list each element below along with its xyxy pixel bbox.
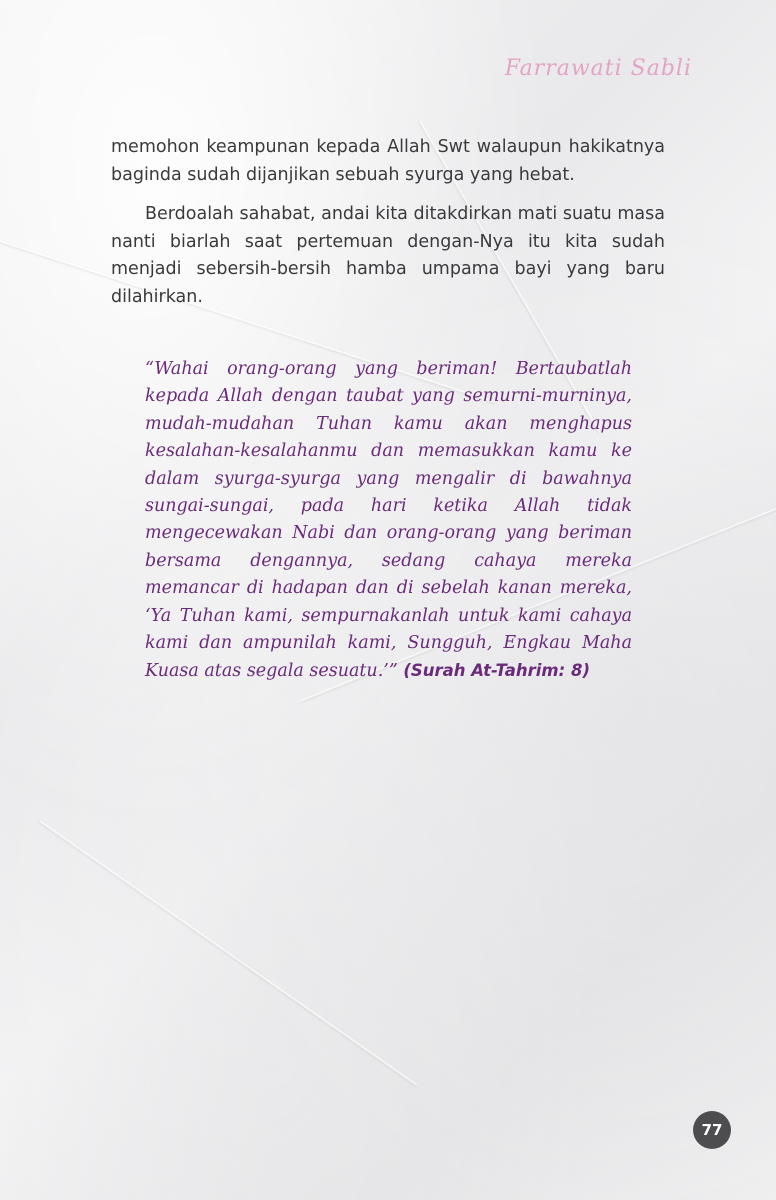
page-number: 77 [701, 1121, 723, 1139]
paragraph: Berdoalah sahabat, andai kita ditakdirkan mati suatu masa nanti biarlah saat pertemuan dengan-Nya itu kita sudah menjadi sebersih-bersih hamba umpama bayi yang baru dilahirkan. [111, 204, 665, 307]
paper-crease [39, 820, 417, 1085]
quranic-quote [145, 356, 632, 686]
body-text [111, 134, 665, 323]
quote-text: “Wahai orang-orang yang beriman! Bertaubatlah kepada Allah dengan taubat yang semurni-murninya, mudah-mudahan Tuhan kamu akan menghapus kesalahan-kesalahanmu dan memasukkan kamu ke dalam syurga-syurga yang mengalir di bawahnya sungai-sungai, pada hari ketika Allah tidak mengecewakan Nabi dan orang-orang yang beriman bersama dengannya, sedang cahaya mereka memancar di hadapan dan di sebelah kanan mereka, ‘Ya Tuhan kami, sempurnakanlah untuk kami cahaya kami dan ampunilah kami, Sungguh, Engkau Maha Kuasa atas segala sesuatu.’” [145, 359, 632, 682]
paragraph: memohon keampunan kepada Allah Swt walaupun hakikatnya baginda sudah dijanjikan sebuah syurga yang hebat. [111, 137, 665, 185]
page-number-badge [693, 1111, 731, 1149]
quote-reference: (Surah At-Tahrim: 8) [403, 661, 590, 681]
running-header-author: Farrawati Sabli [504, 56, 692, 81]
